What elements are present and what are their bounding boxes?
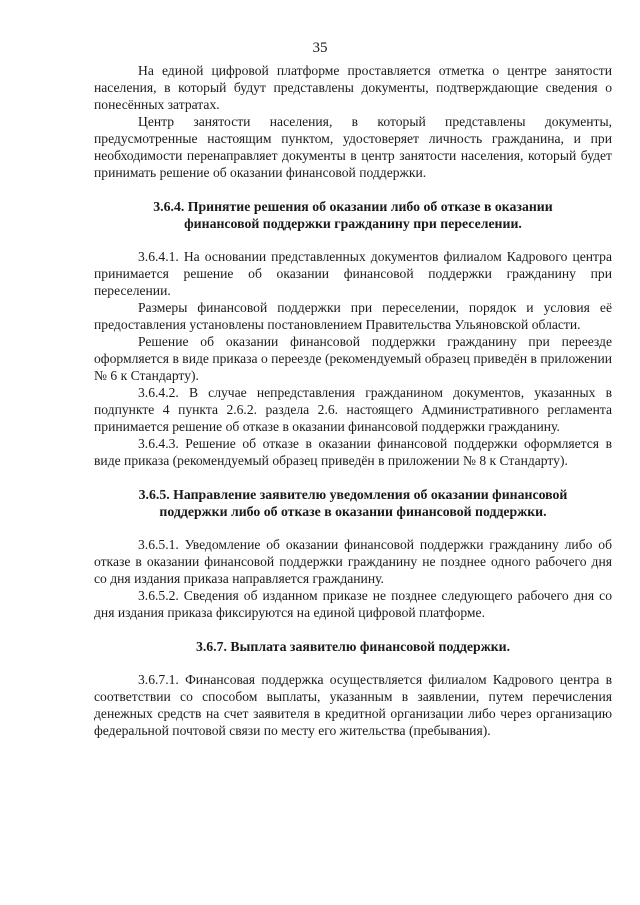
- document-body: [94, 62, 612, 739]
- page-number: 35: [312, 40, 328, 56]
- paragraph: 3.6.7.1. Финансовая поддержка осуществляется филиалом Кадрового центра в соответствии со способом выплаты, указанным в заявлении, путем перечисления денежных средств на счет заявителя в кредитной организации либо через организацию федеральной почтовой связи по месту его жительства (пребывания).: [94, 672, 612, 738]
- paragraph: 3.6.4.1. На основании представленных документов филиалом Кадрового центра принимается решение об оказании финансовой поддержки гражданину при переселении.: [94, 249, 612, 298]
- section-heading: 3.6.7. Выплата заявителю финансовой поддержки.: [195, 639, 511, 654]
- paragraph: 3.6.4.3. Решение об отказе в оказании финансовой поддержки оформляется в виде приказа (рекомендуемый образец приведён в приложении № 8 к Стандарту).: [94, 436, 612, 468]
- section-heading: 3.6.4. Принятие решения об оказании либо об отказе в оказании финансовой поддержки гражданину при переселении.: [153, 199, 553, 231]
- paragraph: 3.6.5.1. Уведомление об оказании финансовой поддержки гражданину либо об отказе в оказании финансовой поддержки гражданину не позднее одного рабочего дня со дня издания приказа направляется гражданину.: [94, 537, 612, 586]
- paragraph: 3.6.5.2. Сведения об изданном приказе не позднее следующего рабочего дня со дня издания приказа фиксируются на единой цифровой платформе.: [94, 588, 612, 620]
- section-heading: 3.6.5. Направление заявителю уведомления об оказании финансовой поддержки либо об отказе в оказании финансовой поддержки.: [138, 487, 568, 519]
- paragraph: 3.6.4.2. В случае непредставления гражданином документов, указанных в подпункте 4 пункта 2.6.2. раздела 2.6. настоящего Административного регламента принимается решение об отказе в оказании финансовой поддержки гражданину.: [94, 385, 612, 434]
- paragraph: Решение об оказании финансовой поддержки гражданину при переезде оформляется в виде приказа о переезде (рекомендуемый образец приведён в приложении № 6 к Стандарту).: [94, 334, 612, 383]
- paragraph: Размеры финансовой поддержки при переселении, порядок и условия её предоставления установлены постановлением Правительства Ульяновской области.: [94, 300, 612, 332]
- paragraph: Центр занятости населения, в который представлены документы, предусмотренные настоящим пунктом, удостоверяет личность гражданина, и при необходимости перенаправляет документы в центр занятости населения, который будет принимать решение об оказании финансовой поддержки.: [94, 114, 612, 180]
- paragraph: На единой цифровой платформе проставляется отметка о центре занятости населения, в который будут представлены документы, подтверждающие сведения о понесённых затратах.: [94, 63, 612, 112]
